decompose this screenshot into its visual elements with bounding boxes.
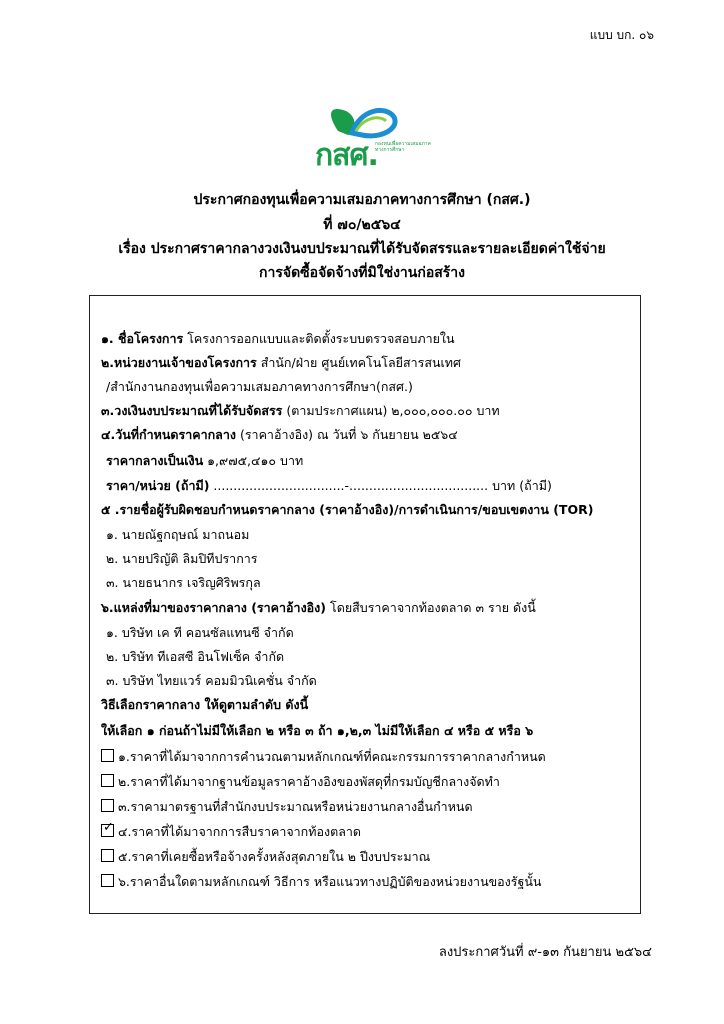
check-mark-icon: ✓ — [103, 820, 114, 835]
option-2 — [101, 772, 500, 792]
method-title: วิธีเลือกราคากลาง ให้ดูตามลำดับ ดังนี้ — [101, 697, 309, 712]
item-3-value: (ตามประกาศแผน) ๒,๐๐๐,๐๐๐.๐๐ บาท — [286, 403, 500, 418]
item-4-unit-label: ราคา/หน่วย (ถ้ามี) — [106, 478, 210, 493]
item-4-value: (ราคาอ้างอิง) ณ วันที่ ๖ กันยายน ๒๕๖๔ — [239, 427, 458, 442]
option-5 — [101, 847, 430, 867]
price-source-3: ๓. บริษัท ไทยแวร์ คอมมิวนิเคชั่น จำกัด — [106, 673, 317, 688]
option-4-checkbox[interactable] — [101, 820, 114, 837]
option-4 — [101, 822, 361, 842]
option-2-label: ๒.ราคาที่ได้มาจากฐานข้อมูลราคาอ้างอิงของพัสดุที่กรมบัญชีกลางจัดทำ — [118, 774, 500, 789]
option-2-checkbox[interactable] — [101, 774, 114, 787]
option-1 — [101, 747, 546, 767]
responsible-person-1: ๑. นายณัฐกฤษณ์ มาถนอม — [106, 527, 250, 542]
option-3 — [101, 797, 473, 817]
responsible-person-3: ๓. นายธนากร เจริญศิริพรกุล — [106, 575, 261, 590]
item-6 — [101, 598, 536, 618]
item-3-label: ๓.วงเงินงบประมาณที่ได้รับจัดสรร — [101, 403, 283, 418]
option-5-checkbox[interactable] — [101, 849, 114, 862]
heading-line-1: ประกาศกองทุนเพื่อความเสมอภาคทางการศึกษา (กสศ.) — [193, 192, 531, 208]
item-4-price-value: ๑,๙๗๕,๔๑๐ บาท — [207, 453, 304, 468]
price-source-1: ๑. บริษัท เค ที คอนซัลแทนซี จำกัด — [106, 625, 294, 640]
option-3-label: ๓.ราคามาตรฐานที่สำนักงบประมาณหรือหน่วยงานกลางอื่นกำหนด — [118, 799, 473, 814]
option-5-label: ๕.ราคาที่เคยซื้อหรือจ้างครั้งหลังสุดภายใน ๒ ปีงบประมาณ — [118, 849, 431, 864]
item-1-value: โครงการออกแบบและติดตั้งระบบตรวจสอบภายใน — [187, 331, 455, 346]
option-1-label: ๑.ราคาที่ได้มาจากการคำนวณตามหลักเกณฑ์ที่คณะกรรมการราคากลางกำหนด — [118, 749, 546, 764]
item-4-unit-value: .................................-................................... บาท (ถ้ามี) — [213, 478, 552, 493]
item-4 — [101, 425, 458, 445]
item-5-label: ๕ .รายชื่อผู้รับผิดชอบกำหนดราคากลาง (ราคาอ้างอิง)/การดำเนินการ/ขอบเขตงาน (TOR) — [101, 502, 594, 517]
item-1 — [101, 329, 455, 349]
heading-line-3: เรื่อง ประกาศราคากลางวงเงินงบประมาณที่ได้รับจัดสรรและรายละเอียดค่าใช้จ่าย — [118, 241, 606, 257]
item-4-unit — [106, 476, 552, 496]
option-6-checkbox[interactable] — [101, 874, 114, 887]
item-4-label: ๔.วันที่กำหนดราคากลาง — [101, 427, 236, 442]
option-4-label: ๔.ราคาที่ได้มาจากการสืบราคาจากท้องตลาด — [118, 824, 362, 839]
responsible-person-2: ๒. นายปริญัติ ลิมปิทีปราการ — [106, 551, 258, 566]
heading-line-2: ที่ ๗๐/๒๕๖๔ — [323, 217, 401, 233]
item-3 — [101, 401, 500, 421]
form-code: แบบ บก. ๐๖ — [589, 28, 654, 42]
price-source-2: ๒. บริษัท ทีเอสซี อินโฟเซ็ค จำกัด — [106, 649, 285, 664]
item-6-value: โดยสืบราคาจากท้องตลาด ๓ ราย ดังนี้ — [329, 600, 536, 615]
announcement-date: ลงประกาศวันที่ ๙-๑๓ กันยายน ๒๕๖๔ — [438, 945, 652, 960]
option-3-checkbox[interactable] — [101, 799, 114, 812]
item-2 — [101, 353, 461, 373]
heading-line-4: การจัดซื้อจัดจ้างที่มิใช่งานก่อสร้าง — [259, 265, 465, 281]
logo-text: กสศ. — [315, 138, 378, 173]
option-1-checkbox[interactable] — [101, 749, 114, 762]
item-2-value: สำนัก/ฝ่าย ศูนย์เทคโนโลยีสารสนเทศ — [260, 355, 461, 370]
item-2-value-cont: /สำนักงานกองทุนเพื่อความเสมอภาคทางการศึกษา(กสศ.) — [106, 379, 413, 394]
method-rule: ให้เลือก ๑ ก่อนถ้าไม่มีให้เลือก ๒ หรือ ๓ ถ้า ๑,๒,๓ ไม่มีให้เลือก ๔ หรือ ๕ หรือ ๖ — [101, 723, 534, 738]
item-6-label: ๖.แหล่งที่มาของราคากลาง (ราคาอ้างอิง) — [101, 600, 326, 615]
item-4-price — [106, 451, 303, 471]
logo-subtext: กองทุนเพื่อความเสมอภาคทางการศึกษา — [375, 141, 431, 153]
item-2-label: ๒.หน่วยงานเจ้าของโครงการ — [101, 355, 257, 370]
item-1-label: ๑. ชื่อโครงการ — [101, 331, 184, 346]
option-6-label: ๖.ราคาอื่นใดตามหลักเกณฑ์ วิธีการ หรือแนวทางปฏิบัติของหน่วยงานของรัฐนั้น — [118, 874, 542, 889]
item-4-price-label: ราคากลางเป็นเงิน — [106, 453, 204, 468]
option-6 — [101, 872, 541, 892]
